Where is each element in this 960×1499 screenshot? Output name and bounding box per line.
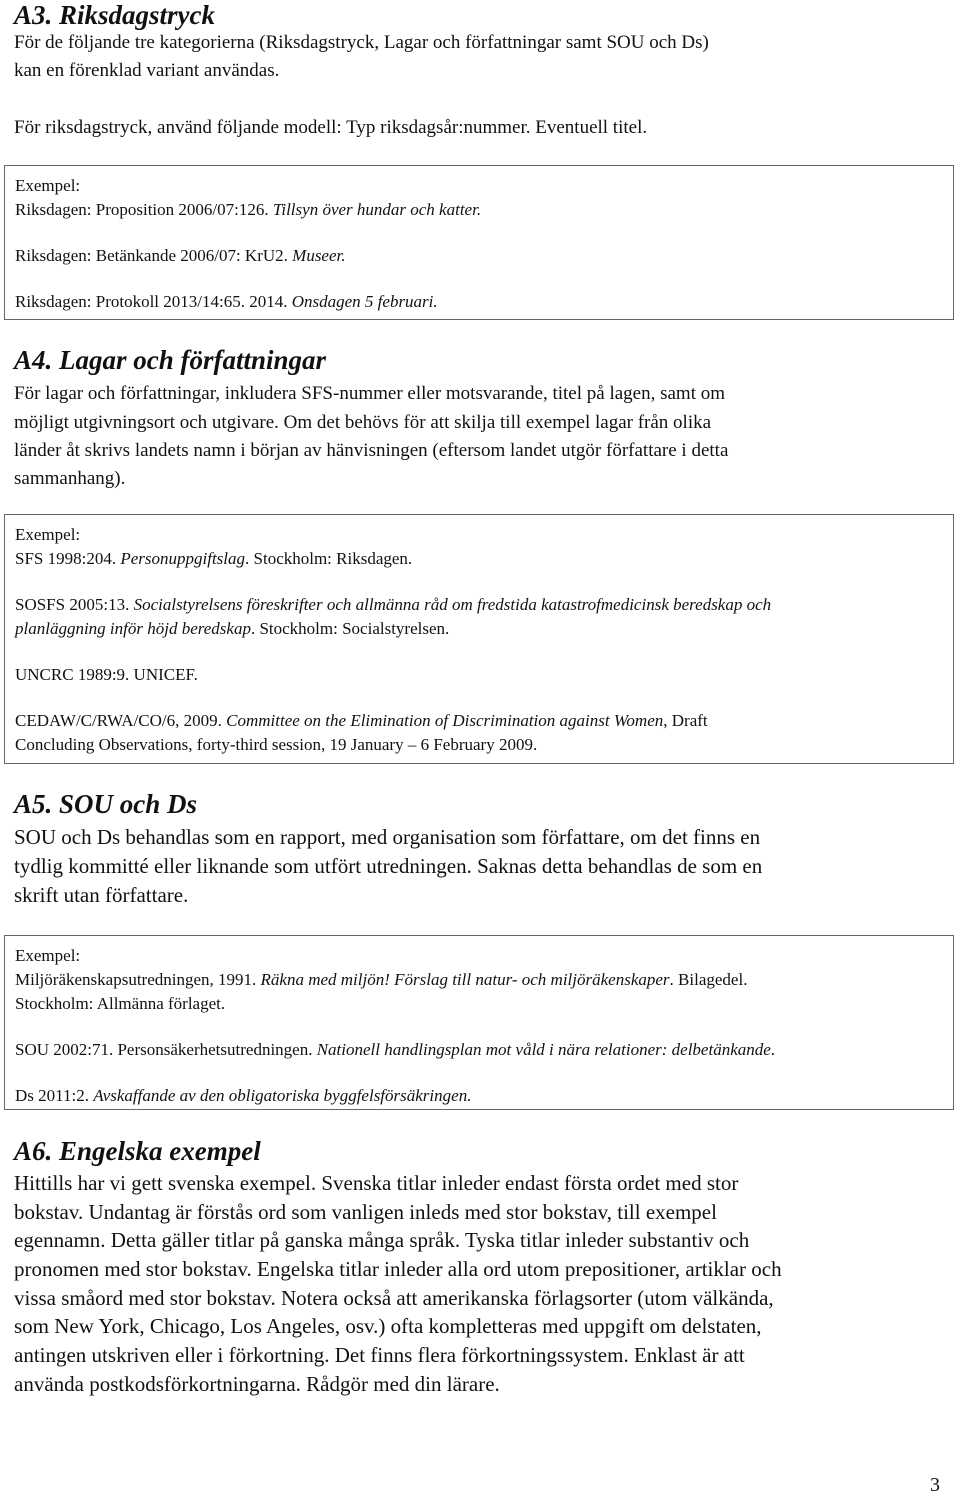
a5-example-3: Ds 2011:2. Avskaffande av den obligatoriska byggfelsförsäkringen. — [15, 1086, 472, 1105]
a5-example-1-cont: Stockholm: Allmänna förlaget. — [15, 994, 226, 1013]
a4-example-label: Exempel: — [15, 525, 81, 544]
a6-paragraph-line-3: egennamn. Detta gäller titlar på ganska många språk. Tyska titlar inleder substantiv och — [14, 1228, 750, 1252]
section-a3-heading: A3. Riksdagstryck — [14, 0, 216, 30]
a5-example-label: Exempel: — [15, 946, 81, 965]
a4-example-box — [4, 514, 954, 764]
section-a6-heading: A6. Engelska exempel — [14, 1136, 261, 1166]
a4-paragraph-line-2: möjligt utgivningsort och utgivare. Om det behövs för att skilja till exempel lagar från olika — [14, 412, 712, 433]
section-a4-heading: A4. Lagar och författningar — [14, 345, 327, 375]
a6-paragraph-line-1: Hittills har vi gett svenska exempel. Svenska titlar inleder endast första ordet med stor — [14, 1171, 739, 1195]
a4-paragraph-line-3: länder åt skrivs landets namn i början av hänvisningen (eftersom landet utgör författare i detta — [14, 440, 729, 461]
a5-paragraph-line-3: skrift utan författare. — [14, 883, 189, 907]
a6-paragraph-line-2: bokstav. Undantag är förstås ord som vanligen inleds med stor bokstav, till exempel — [14, 1200, 717, 1224]
a3-intro-line-1: För de följande tre kategorierna (Riksdagstryck, Lagar och författningar samt SOU och Ds) — [14, 32, 709, 53]
a3-example-1: Riksdagen: Proposition 2006/07:126. Tillsyn över hundar och katter. — [15, 200, 482, 219]
page-number: 3 — [930, 1474, 940, 1496]
a4-example-4-cont: Concluding Observations, forty-third session, 19 January – 6 February 2009. — [15, 735, 538, 754]
a6-paragraph-line-4: pronomen med stor bokstav. Engelska titlar inleder alla ord utom prepositioner, artiklar och — [14, 1257, 782, 1281]
a3-example-3: Riksdagen: Protokoll 2013/14:65. 2014. Onsdagen 5 februari. — [15, 292, 438, 311]
a3-example-box — [4, 165, 954, 320]
a4-paragraph-line-1: För lagar och författningar, inkludera SFS-nummer eller motsvarande, titel på lagen, samt om — [14, 383, 726, 404]
a5-example-2: SOU 2002:71. Personsäkerhetsutredningen. Nationell handlingsplan mot våld i nära relationer: delbetänkande. — [15, 1040, 776, 1059]
a5-example-box — [4, 935, 954, 1110]
a4-example-2: SOSFS 2005:13. Socialstyrelsens föreskrifter och allmänna råd om fredstida katastrofmedicinsk beredskap och — [15, 595, 772, 614]
a4-example-2-cont: planläggning inför höjd beredskap. Stockholm: Socialstyrelsen. — [15, 619, 450, 638]
a5-example-1: Miljöräkenskapsutredningen, 1991. Räkna med miljön! Förslag till natur- och miljöräkenskaper. Bilagedel. — [15, 970, 748, 989]
a4-example-1: SFS 1998:204. Personuppgiftslag. Stockholm: Riksdagen. — [15, 549, 413, 568]
a4-example-4: CEDAW/C/RWA/CO/6, 2009. Committee on the Elimination of Discrimination against Women, Draft — [15, 711, 708, 730]
a3-example-label: Exempel: — [15, 176, 81, 195]
a3-model-line: För riksdagstryck, använd följande modell: Typ riksdagsår:nummer. Eventuell titel. — [14, 117, 648, 138]
a5-paragraph-line-2: tydlig kommitté eller liknande som utfört utredningen. Saknas detta behandlas de som en — [14, 854, 763, 878]
a6-paragraph-line-8: använda postkodsförkortningarna. Rådgör med din lärare. — [14, 1372, 500, 1396]
section-a5-heading: A5. SOU och Ds — [14, 789, 198, 819]
a6-paragraph-line-6: som New York, Chicago, Los Angeles, osv.) ofta kompletteras med uppgift om delstaten, — [14, 1314, 762, 1338]
a4-example-3: UNCRC 1989:9. UNICEF. — [15, 665, 198, 684]
a3-intro-line-2: kan en förenklad variant användas. — [14, 60, 280, 81]
a3-example-2: Riksdagen: Betänkande 2006/07: KrU2. Museer. — [15, 246, 346, 265]
a4-paragraph-line-4: sammanhang). — [14, 468, 126, 489]
a6-paragraph-line-5: vissa småord med stor bokstav. Notera också att amerikanska förlagsorter (utom välkända, — [14, 1286, 774, 1310]
a5-paragraph-line-1: SOU och Ds behandlas som en rapport, med organisation som författare, om det finns en — [14, 825, 761, 849]
a6-paragraph-line-7: antingen utskriven eller i förkortning. Det finns flera förkortningssystem. Enklast är att — [14, 1343, 745, 1367]
